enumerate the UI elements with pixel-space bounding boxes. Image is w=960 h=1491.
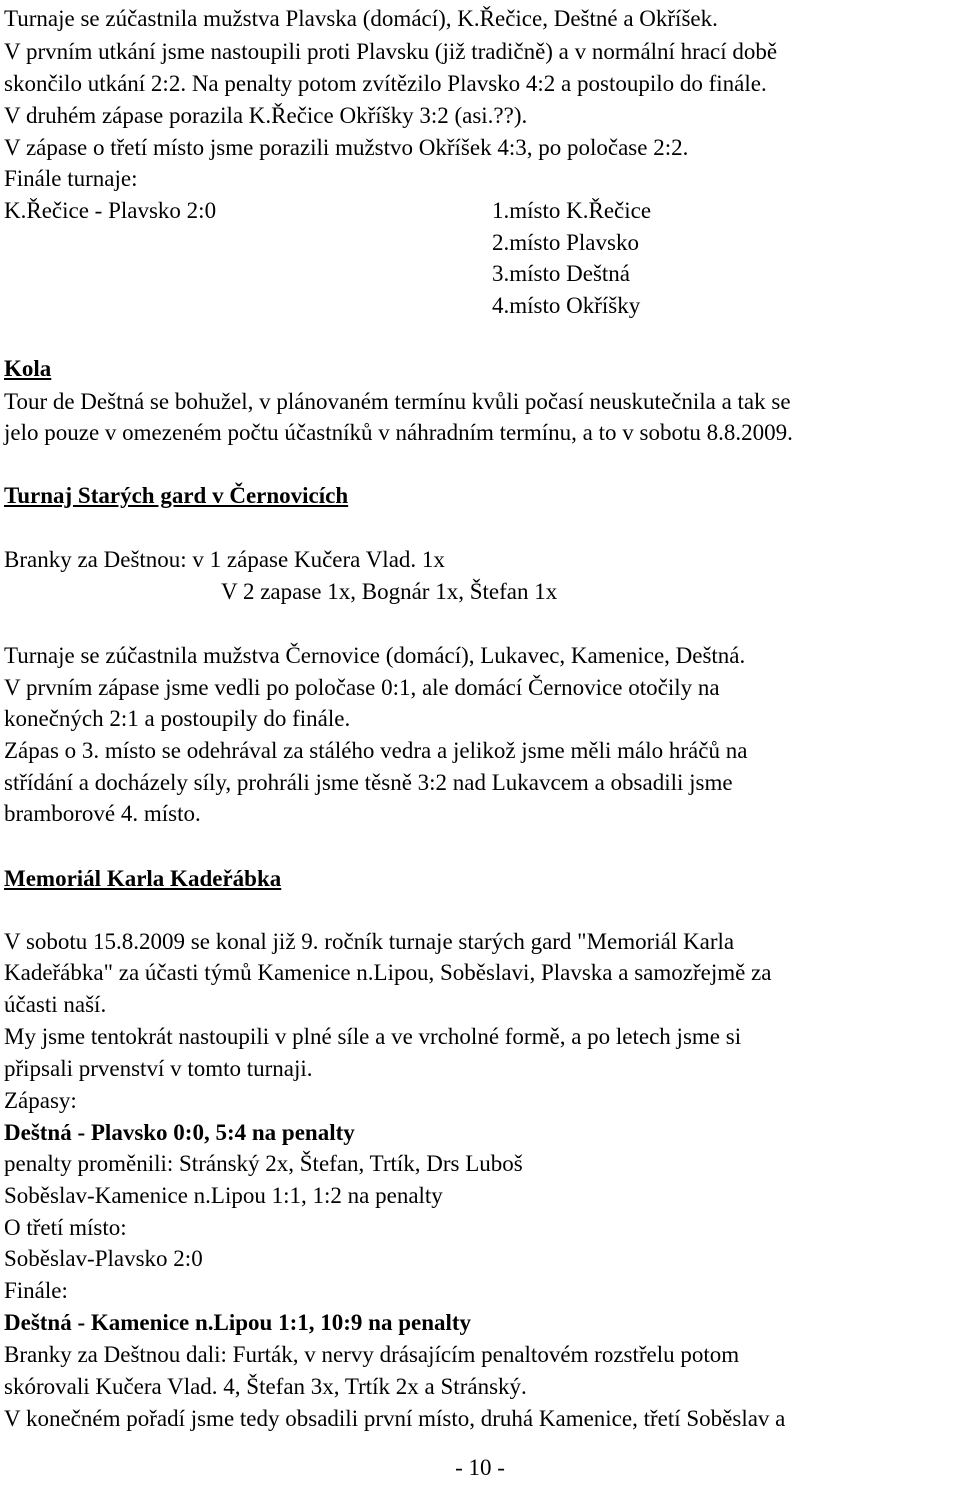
final-result: K.Řečice - Plavsko 2:0 — [4, 198, 217, 223]
text-line: střídání a docházely síly, prohráli jsme těsně 3:2 nad Lukavcem a obsadili jsme — [4, 770, 733, 795]
text-line: V zápase o třetí místo jsme porazili mužstvo Okříšek 4:3, po poločase 2:2. — [4, 135, 689, 160]
section-heading-kola: Kola — [4, 356, 52, 381]
text-line: jelo pouze v omezeném počtu účastníků v náhradním termínu, a to v sobotu 8.8.2009. — [4, 420, 793, 445]
text-line: Zápas o 3. místo se odehrával za stálého vedra a jelikož jsme měli málo hráčů na — [4, 738, 748, 763]
text-line: účasti naší. — [4, 992, 107, 1017]
text-line: V 2 zapase 1x, Bognár 1x, Štefan 1x — [221, 579, 558, 604]
match-result: Soběslav-Plavsko 2:0 — [4, 1246, 203, 1271]
placement-item: 1.místo K.Řečice — [492, 198, 652, 223]
match-result-bold: Deštná - Plavsko 0:0, 5:4 na penalty — [4, 1120, 355, 1145]
text-line: V prvním zápase jsme vedli po poločase 0:1, ale domácí Černovice otočily na — [4, 675, 720, 700]
text-line: V konečném pořadí jsme tedy obsadili první místo, druhá Kamenice, třetí Soběslav a — [4, 1406, 786, 1431]
text-line: Tour de Deštná se bohužel, v plánovaném termínu kvůli počasí neuskutečnila a tak se — [4, 389, 791, 414]
text-line: Zápasy: — [4, 1088, 77, 1113]
text-line: Branky za Deštnou: v 1 zápase Kučera Vlad. 1x — [4, 547, 445, 572]
text-line: O třetí místo: — [4, 1215, 127, 1240]
section-heading-memorial: Memoriál Karla Kadeřábka — [4, 866, 282, 891]
text-line: V prvním utkání jsme nastoupili proti Plavsku (již tradičně) a v normální hrací době — [4, 39, 778, 64]
text-line: Finále turnaje: — [4, 166, 138, 191]
match-result: Soběslav-Kamenice n.Lipou 1:1, 1:2 na penalty — [4, 1183, 443, 1208]
text-line: Kadeřábka" za účasti týmů Kamenice n.Lipou, Soběslavi, Plavska a samozřejmě za — [4, 960, 772, 985]
page-number: - 10 - — [455, 1455, 505, 1480]
text-line: Turnaje se zúčastnila mužstva Černovice (domácí), Lukavec, Kamenice, Deštná. — [4, 643, 746, 668]
text-line: Turnaje se zúčastnila mužstva Plavska (domácí), K.Řečice, Deštné a Okříšek. — [4, 6, 718, 31]
text-line: V druhém zápase porazila K.Řečice Okříšky 3:2 (asi.??). — [4, 103, 528, 128]
text-line: My jsme tentokrát nastoupili v plné síle a ve vrcholné formě, a po letech jsme si — [4, 1024, 742, 1049]
text-line: připsali prvenství v tomto turnaji. — [4, 1056, 313, 1081]
section-heading-cernovice: Turnaj Starých gard v Černovicích — [4, 483, 349, 508]
text-line: V sobotu 15.8.2009 se konal již 9. ročník turnaje starých gard "Memoriál Karla — [4, 929, 735, 954]
text-line: Finále: — [4, 1278, 68, 1303]
placement-item: 3.místo Deštná — [492, 261, 630, 286]
text-line: skórovali Kučera Vlad. 4, Štefan 3x, Trtík 2x a Stránský. — [4, 1374, 527, 1399]
text-line: skončilo utkání 2:2. Na penalty potom zvítězilo Plavsko 4:2 a postoupilo do finále. — [4, 71, 767, 96]
match-result-bold: Deštná - Kamenice n.Lipou 1:1, 10:9 na penalty — [4, 1310, 472, 1335]
placement-item: 4.místo Okříšky — [492, 293, 641, 318]
text-line: konečných 2:1 a postoupily do finále. — [4, 706, 351, 731]
text-line: Branky za Deštnou dali: Furták, v nervy drásajícím penaltovém rozstřelu potom — [4, 1342, 740, 1367]
text-line: penalty proměnili: Stránský 2x, Štefan, Trtík, Drs Luboš — [4, 1151, 523, 1176]
placement-item: 2.místo Plavsko — [492, 230, 639, 255]
text-line: bramborové 4. místo. — [4, 801, 201, 826]
